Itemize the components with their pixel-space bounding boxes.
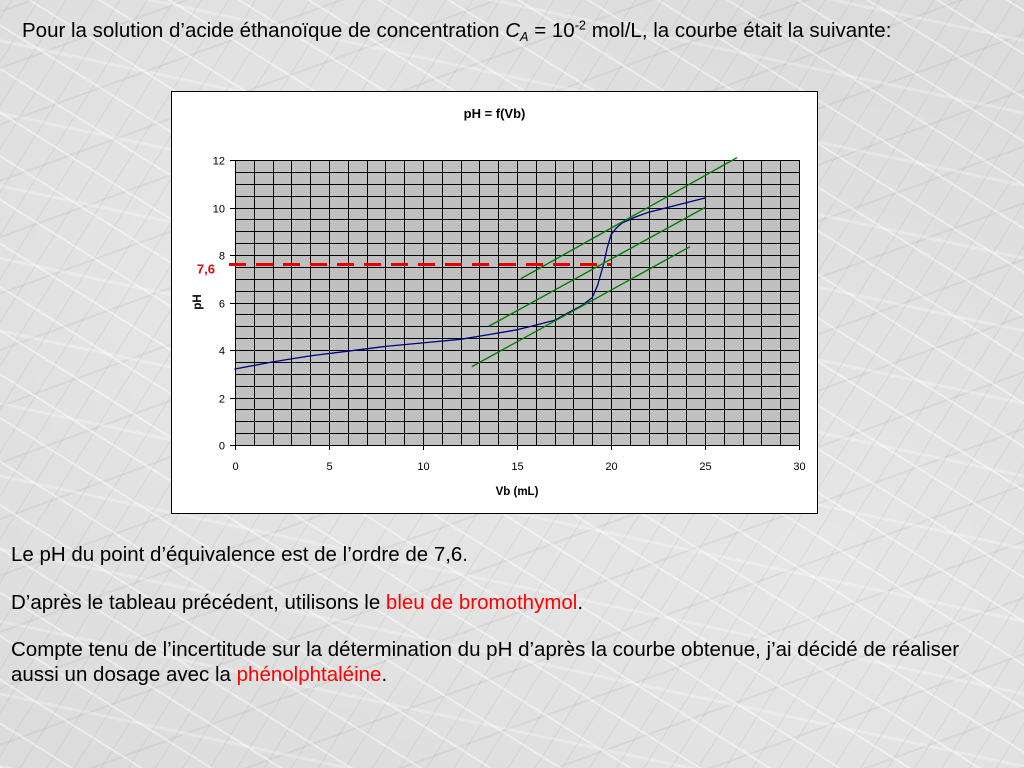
x-tick-label: 5 bbox=[326, 461, 333, 473]
intro-text bbox=[22, 19, 891, 43]
y-tick-label: 2 bbox=[218, 393, 225, 406]
indicator-highlight: bleu de bromothymol bbox=[385, 591, 578, 614]
concentration-subscript: A bbox=[520, 28, 529, 44]
x-tick-label: 0 bbox=[232, 461, 239, 473]
y-tick-label: 0 bbox=[218, 440, 225, 453]
conclusion-prefix: aussi un dosage avec la bbox=[11, 663, 237, 686]
equivalence-ph-label: 7,6 bbox=[196, 261, 215, 277]
x-tick-label: 25 bbox=[699, 461, 712, 473]
intro-equals-value: = 10 bbox=[528, 19, 575, 42]
concentration-exponent: -2 bbox=[574, 17, 586, 33]
y-tick-label: 10 bbox=[212, 203, 225, 216]
conclusion-suffix: . bbox=[381, 663, 388, 686]
indicator-text bbox=[11, 591, 583, 615]
chart-title: pH = f(Vb) bbox=[463, 106, 526, 121]
y-axis-label: pH bbox=[192, 294, 204, 310]
x-tick-label: 30 bbox=[793, 461, 806, 473]
y-tick-label: 6 bbox=[218, 298, 225, 311]
concentration-symbol: C bbox=[505, 19, 521, 42]
x-tick-label: 15 bbox=[511, 461, 524, 473]
x-tick-label: 10 bbox=[417, 461, 430, 473]
y-tick-label: 4 bbox=[218, 345, 225, 358]
indicator-suffix: . bbox=[577, 591, 584, 614]
conclusion-highlight: phénolphtaléine bbox=[236, 663, 382, 686]
y-tick-label: 12 bbox=[212, 155, 225, 168]
titration-chart bbox=[171, 91, 818, 514]
equivalence-text: Le pH du point d’équivalence est de l’ordre de 7,6. bbox=[11, 543, 469, 566]
conclusion-line-2 bbox=[11, 663, 387, 687]
y-tick-label: 8 bbox=[218, 250, 225, 263]
conclusion-line-1: Compte tenu de l’incertitude sur la détermination du pH d’après la courbe obtenue, j’ai décidé de réaliser bbox=[11, 638, 960, 661]
x-tick-label: 20 bbox=[605, 461, 618, 473]
indicator-prefix: D’après le tableau précédent, utilisons le bbox=[11, 591, 386, 614]
intro-suffix: mol/L, la courbe était la suivante: bbox=[586, 19, 892, 42]
intro-prefix: Pour la solution d’acide éthanoïque de concentration bbox=[22, 19, 506, 42]
x-axis-label: Vb (mL) bbox=[495, 486, 539, 498]
